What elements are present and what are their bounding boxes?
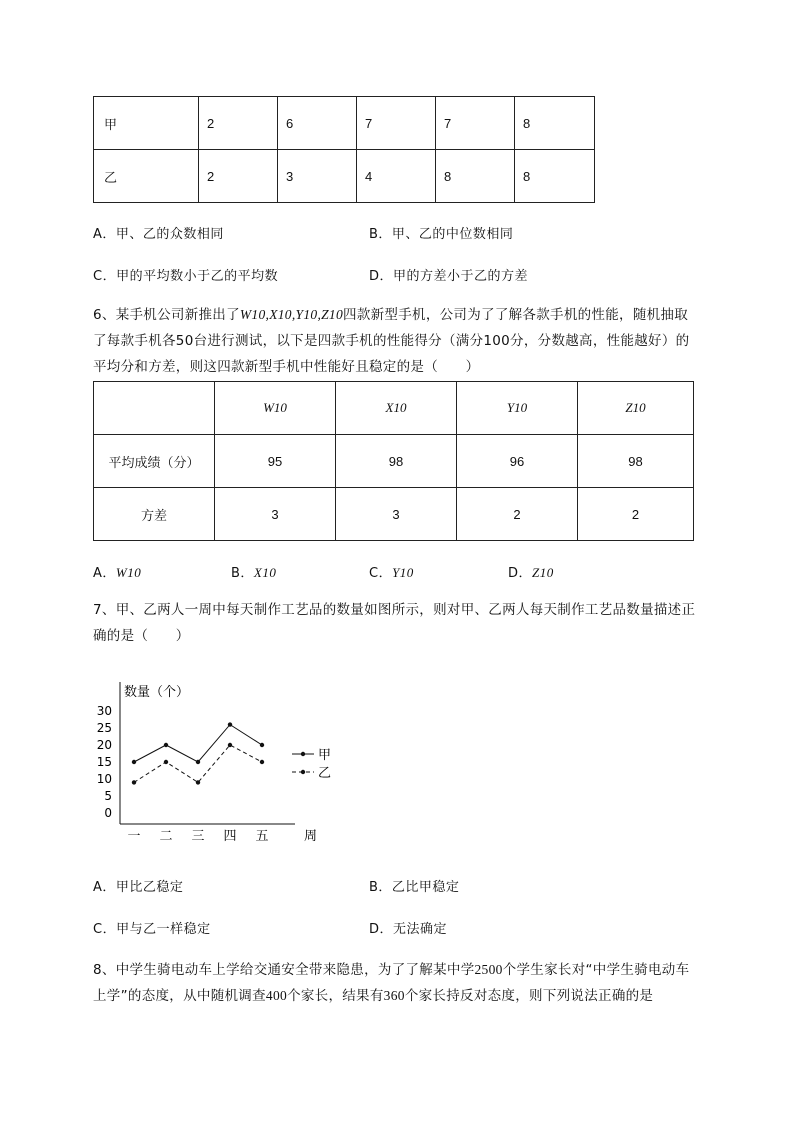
- y-tick-label: 0: [104, 806, 112, 820]
- q6-line-3: 平均分和方差，则这四款新型手机中性能好且稳定的是（ ）: [93, 359, 480, 375]
- q6-text-pre: 6、某手机公司新推出了: [93, 307, 240, 323]
- q6-option-a[interactable]: [93, 562, 141, 581]
- header-cell-empty: [94, 382, 215, 435]
- y-tick-label: 20: [96, 738, 112, 752]
- q6-data-table: [93, 381, 694, 541]
- table-header-row: [94, 382, 694, 435]
- q6-option-c[interactable]: [369, 562, 414, 581]
- data-point: [132, 760, 136, 764]
- q8-text: 8、中学生骑电动车上学给交通安全带来隐患，为了了解某中学: [93, 962, 475, 978]
- option-prefix: A．: [93, 566, 116, 581]
- q5-option-b[interactable]: B．甲、乙的中位数相同: [369, 227, 514, 242]
- table-cell: 7: [357, 97, 436, 150]
- row-label: 甲: [94, 97, 199, 150]
- q8-line-2: [93, 983, 743, 1009]
- table-cell: 3: [336, 488, 457, 541]
- option-prefix: D．: [508, 566, 533, 581]
- q6-text-post: 四款新型手机，公司为了了解各款手机的性能，随机抽取: [343, 307, 689, 323]
- data-point: [132, 780, 136, 784]
- q6-option-b[interactable]: [231, 562, 276, 581]
- header-cell: Y10: [457, 382, 578, 435]
- q5-option-a[interactable]: A．甲、乙的众数相同: [93, 227, 224, 242]
- series-group: [132, 722, 264, 784]
- y-axis-label: 数量（个）: [124, 685, 190, 700]
- q7-line-chart: [90, 676, 350, 851]
- legend-label: 乙: [318, 766, 332, 781]
- table-cell: 2: [578, 488, 694, 541]
- q8-text: 个家长，结果有: [287, 988, 384, 1004]
- q8-question-text: [93, 957, 743, 1009]
- data-point: [260, 760, 264, 764]
- q8-text: 上学”的态度，从中随机调查: [93, 988, 266, 1004]
- table-cell: 4: [357, 150, 436, 203]
- table-cell: 2: [457, 488, 578, 541]
- q8-number: 360: [383, 988, 405, 1003]
- table-cell: 7: [436, 97, 515, 150]
- y-ticks: [97, 704, 112, 820]
- y-tick-label: 30: [96, 704, 112, 718]
- table-row: [94, 150, 595, 203]
- legend-marker: [301, 770, 305, 774]
- data-point: [228, 743, 232, 747]
- data-point: [196, 780, 200, 784]
- q5-option-c[interactable]: C．甲的平均数小于乙的平均数: [93, 269, 279, 284]
- table-cell: 98: [578, 435, 694, 488]
- y-tick-label: 25: [96, 721, 112, 735]
- option-value: Y10: [392, 565, 414, 580]
- q7-line-1: 7、甲、乙两人一周中每天制作工艺品的数量如图所示，则对甲、乙两人每天制作工艺品数量描述正: [93, 602, 696, 618]
- legend-label: 甲: [318, 748, 332, 763]
- q8-text: 个学生家长对“中学生骑电动车: [502, 962, 690, 978]
- x-tick-label: 五: [255, 829, 269, 844]
- q6-question-text: [93, 302, 743, 380]
- y-tick-label: 5: [104, 789, 112, 803]
- data-point: [164, 743, 168, 747]
- header-cell: W10: [215, 382, 336, 435]
- q6-option-d[interactable]: [508, 562, 554, 581]
- row-label: 乙: [94, 150, 199, 203]
- q7-option-b[interactable]: B．乙比甲稳定: [369, 880, 460, 895]
- table-row: [94, 97, 595, 150]
- q7-question-text: [93, 597, 743, 649]
- table-cell: 3: [278, 150, 357, 203]
- row-label: 平均成绩（分）: [94, 435, 215, 488]
- table-row: [94, 488, 694, 541]
- q7-line-2: 确的是（ ）: [93, 628, 190, 644]
- option-prefix: B．: [231, 566, 254, 581]
- x-tick-label: 二: [159, 829, 173, 844]
- y-tick-label: 10: [96, 772, 112, 786]
- q5-option-d[interactable]: D．甲的方差小于乙的方差: [369, 269, 529, 284]
- q7-option-c[interactable]: C．甲与乙一样稳定: [93, 922, 211, 937]
- header-cell: X10: [336, 382, 457, 435]
- q6-line-2: 了每款手机各50台进行测试，以下是四款手机的性能得分（满分100分，分数越高，性能越好）的: [93, 333, 690, 349]
- table-cell: 8: [515, 97, 595, 150]
- table-cell: 8: [436, 150, 515, 203]
- table-cell: 3: [215, 488, 336, 541]
- option-value: X10: [253, 565, 277, 580]
- table-row: [94, 435, 694, 488]
- q6-models: W10,X10,Y10,Z10: [239, 307, 344, 322]
- q8-number: 2500: [474, 962, 503, 977]
- q5-data-table: [93, 96, 595, 203]
- q8-text: 个家长持反对态度，则下列说法正确的是: [404, 988, 654, 1004]
- table-cell: 8: [515, 150, 595, 203]
- table-cell: 95: [215, 435, 336, 488]
- data-point: [196, 760, 200, 764]
- q8-line-1: [93, 957, 743, 983]
- y-tick-label: 15: [96, 755, 112, 769]
- x-tick-label: 三: [191, 829, 205, 844]
- header-cell: Z10: [578, 382, 694, 435]
- row-label: 方差: [94, 488, 215, 541]
- q7-option-d[interactable]: D．无法确定: [369, 922, 448, 937]
- table-cell: 6: [278, 97, 357, 150]
- x-ticks: [127, 829, 268, 844]
- table-cell: 2: [199, 97, 278, 150]
- option-prefix: C．: [369, 566, 393, 581]
- table-cell: 2: [199, 150, 278, 203]
- table-cell: 96: [457, 435, 578, 488]
- option-value: W10: [115, 565, 142, 580]
- q7-option-a[interactable]: A．甲比乙稳定: [93, 880, 184, 895]
- q8-number: 400: [265, 988, 288, 1003]
- legend-marker: [301, 752, 305, 756]
- data-point: [228, 722, 232, 726]
- q6-line-1: [93, 302, 743, 328]
- x-tick-label: 四: [223, 829, 237, 844]
- data-point: [260, 743, 264, 747]
- option-value: Z10: [532, 565, 554, 580]
- chart-legend: [292, 748, 331, 781]
- x-axis-label: 周: [304, 829, 318, 844]
- x-tick-label: 一: [127, 829, 141, 844]
- data-point: [164, 760, 168, 764]
- series-line-jia: [134, 725, 262, 762]
- table-cell: 98: [336, 435, 457, 488]
